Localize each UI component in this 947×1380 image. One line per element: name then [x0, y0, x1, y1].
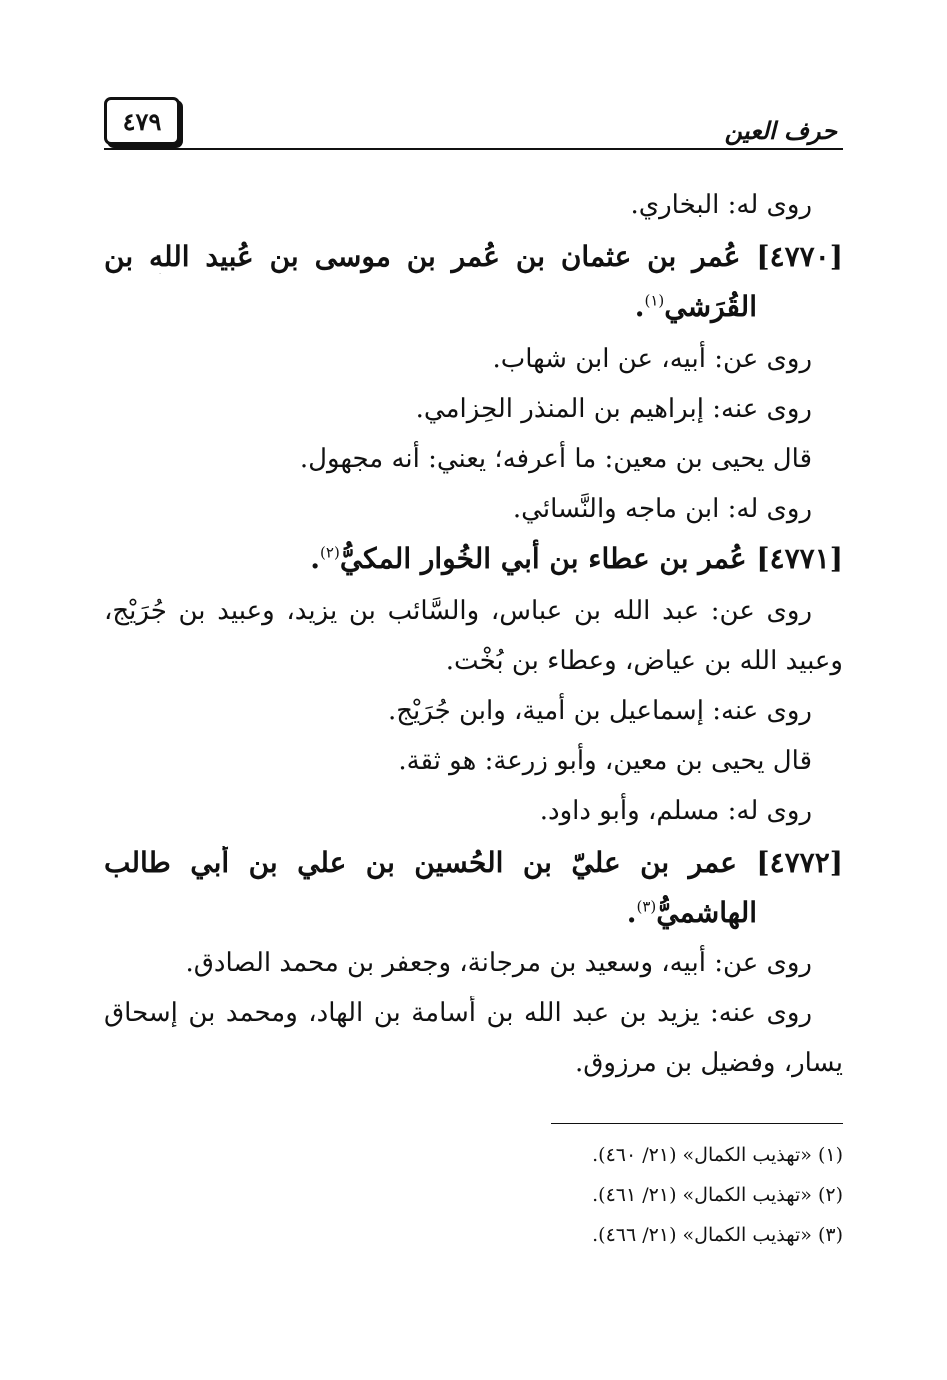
text-line: روى له: مسلم، وأبو داود. — [539, 796, 812, 826]
heading-text: القُرَشي — [664, 290, 757, 323]
footnote: (٢) «تهذيب الكمال» (٢١/ ٤٦١). — [592, 1184, 843, 1206]
entry-heading: [٤٧٧٠] عُمر بن عثمان بن عُمر بن موسى بن عُبيد الله بن — [104, 240, 843, 273]
entry-heading: [٤٧٧٢] عمر بن عليّ بن الحُسين بن علي بن أبي طالب — [104, 846, 843, 879]
footnote-marker: (١) — [644, 291, 665, 310]
heading-end: . — [310, 542, 321, 575]
entry-heading-continuation — [635, 290, 757, 324]
heading-end: . — [634, 290, 645, 323]
heading-end: . — [626, 896, 637, 929]
heading-text: الهاشميُّ — [656, 896, 757, 929]
header-divider — [104, 148, 843, 150]
heading-text: [٤٧٧١] عُمر بن عطاء بن أبي الخُوار المكيُّ — [339, 542, 843, 575]
text-line: قال يحيى بن معين، وأبو زرعة: هو ثقة. — [398, 746, 812, 776]
page-number: ٤٧٩ — [122, 106, 162, 136]
footnote-marker: (٢) — [320, 543, 340, 562]
text-line: روى عن: أبيه، عن ابن شهاب. — [492, 344, 812, 374]
text-line: روى عنه: يزيد بن عبد الله بن أسامة بن الهاد، ومحمد بن إسحاق — [104, 998, 812, 1028]
text-line: يسار، وفضيل بن مرزوق. — [574, 1048, 843, 1078]
entry-heading-continuation — [627, 896, 757, 930]
footnote-divider — [551, 1123, 843, 1124]
page-number-box — [104, 97, 180, 145]
text-line: روى عنه: إسماعيل بن أمية، وابن جُرَيْج. — [388, 696, 812, 726]
entry-heading — [310, 542, 843, 576]
footnote: (٣) «تهذيب الكمال» (٢١/ ٤٦٦). — [592, 1224, 843, 1246]
text-line: قال يحيى بن معين: ما أعرفه؛ يعني: أنه مجهول. — [299, 444, 812, 474]
chapter-title: حرف العين — [724, 116, 837, 145]
text-line: روى عنه: إبراهيم بن المنذر الحِزامي. — [415, 394, 812, 424]
text-line: روى عن: أبيه، وسعيد بن مرجانة، وجعفر بن محمد الصادق. — [185, 948, 812, 978]
text-line: وعبيد الله بن عياض، وعطاء بن بُخْت. — [445, 646, 843, 676]
text-line: روى له: البخاري. — [630, 190, 812, 220]
text-line: روى عن: عبد الله بن عباس، والسَّائب بن يزيد، وعبيد بن جُرَيْج، — [104, 596, 812, 626]
footnote: (١) «تهذيب الكمال» (٢١/ ٤٦٠). — [592, 1144, 843, 1166]
text-line: روى له: ابن ماجه والنَّسائي. — [512, 494, 812, 524]
footnote-marker: (٣) — [636, 897, 657, 916]
